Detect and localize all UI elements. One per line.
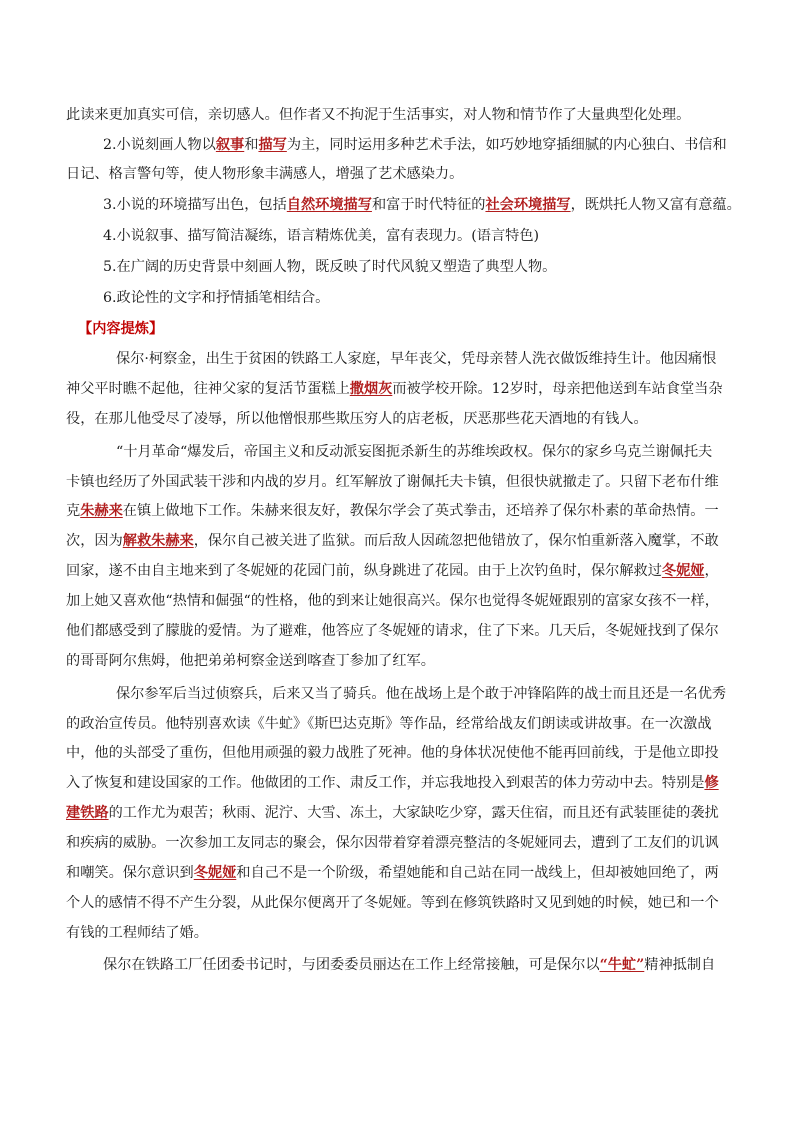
feature-4-line: 4.小说叙事、描写简洁凝练，语言精炼优美，富有表现力。(语言特色) — [103, 228, 540, 244]
p3-line-7: 和嘲笑。保尔意识到冬妮娅和自己不是一个阶级，希望她能和自己站在同一战线上，但却被她回绝了，两 — [66, 865, 719, 881]
p4-line-1: 保尔在铁路工厂任团委书记时，与团委委员丽达在工作上经常接触，可是保尔以“牛虻”精神抵制自 — [103, 957, 716, 973]
highlight-social-env: 社会环境描写 — [485, 197, 571, 213]
highlight-gadfly: “牛虻” — [599, 957, 645, 973]
highlight-zhuhelai: 朱赫来 — [80, 503, 123, 519]
feature-3-line: 3.小说的环境描写出色，包括自然环境描写和富于时代特征的社会环境描写，既烘托人物又富有意蕴。 — [103, 197, 741, 213]
highlight-tonya-1: 冬妮娅 — [661, 563, 705, 579]
p2-line-1: “十月革命“爆发后，帝国主义和反动派妄图扼杀新生的苏维埃政权。保尔的家乡乌克兰谢佩托夫 — [116, 444, 713, 460]
p1-line-1: 保尔·柯察金，出生于贫困的铁路工人家庭，早年丧父，凭母亲替人洗衣做饭维持生计。他因痛恨 — [116, 351, 717, 367]
p3-line-6: 和疾病的威胁。一次参加工友同志的聚会，保尔因带着穿着漂亮整洁的冬妮娅同去，遭到了工友们的讥讽 — [66, 835, 719, 851]
p3-line-1: 保尔参军后当过侦察兵，后来又当了骑兵。他在战场上是个敢于冲锋陷阵的战士而且还是一名优秀 — [116, 686, 727, 702]
p2-line-6: 加上她又喜欢他“热情和倔强“的性格，他的到来让她很高兴。保尔也觉得冬妮娅跟别的富家女孩不一样， — [66, 593, 719, 609]
highlight-build-railway-2: 建铁路 — [66, 805, 109, 821]
p3-line-8: 个人的感情不得不产生分裂，从此保尔便离开了冬妮娅。等到在修筑铁路时又见到她的时候，她已和一个 — [66, 895, 719, 911]
p3-line-5: 建铁路的工作尤为艰苦；秋雨、泥泞、大雪、冻土，大家缺吃少穿，露天住宿，而且还有武装匪徒的袭扰 — [66, 805, 719, 821]
p3-line-4: 入了恢复和建设国家的工作。他做团的工作、肃反工作，并忘我地投入到艰苦的体力劳动中去。特别是修 — [66, 775, 719, 791]
highlight-ash: 撒烟灰 — [349, 381, 393, 397]
p2-line-2: 卡镇也经历了外国武装干涉和内战的岁月。红军解放了谢佩托夫卡镇，但很快就撤走了。只留下老布什维 — [66, 474, 719, 490]
highlight-build-railway-1: 修 — [704, 775, 719, 791]
p2-line-4: 次，因为解救朱赫来，保尔自己被关进了监狱。而后敌人因疏忽把他错放了，保尔怕重新落入魔掌，不敢 — [66, 533, 719, 549]
p3-line-9: 有钱的工程师结了婚。 — [66, 925, 208, 941]
feature-2-line-1: 2.小说刻画人物以叙事和描写为主，同时运用多种艺术手法，如巧妙地穿插细腻的内心独白、书信和 — [103, 137, 727, 153]
p2-line-3: 克朱赫来在镇上做地下工作。朱赫来很友好，教保尔学会了英式拳击，还培养了保尔朴素的革命热情。一 — [66, 503, 719, 519]
section-heading: 【内容提炼】 — [78, 321, 164, 337]
highlight-rescue-zhuhelai: 解救朱赫来 — [122, 533, 194, 549]
p3-line-2: 的政治宣传员。他特别喜欢读《牛虻》《斯巴达克斯》等作品，经常给战友们朗读或讲故事。在一次激战 — [66, 716, 712, 732]
p3-line-3: 中，他的头部受了重伤，但他用顽强的毅力战胜了死神。他的身体状况使他不能再回前线，于是他立即投 — [66, 745, 719, 761]
feature-5-line: 5.在广阔的历史背景中刻画人物，既反映了时代风貌又塑造了典型人物。 — [103, 259, 557, 275]
p1-line-2: 神父平时瞧不起他，往神父家的复活节蛋糕上撒烟灰而被学校开除。12岁时，母亲把他送到车站食堂当杂 — [66, 381, 723, 397]
p2-line-7: 他们都感受到了朦胧的爱情。为了避难，他答应了冬妮娅的请求，住了下来。几天后，冬妮娅找到了保尔 — [66, 623, 719, 639]
p2-line-8: 的哥哥阿尔焦姆，他把弟弟柯察金送到喀查丁参加了红军。 — [66, 653, 435, 669]
p2-line-5: 回家，遂不由自主地来到了冬妮娅的花园门前，纵身跳进了花园。由于上次钓鱼时，保尔解救过冬妮娅， — [66, 563, 719, 579]
highlight-description: 描写 — [258, 137, 287, 153]
p1-line-3: 役，在那儿他受尽了凌辱，所以他憎恨那些欺压穷人的店老板，厌恶那些花天酒地的有钱人。 — [66, 411, 648, 427]
highlight-narration: 叙事 — [215, 137, 245, 153]
highlight-natural-env: 自然环境描写 — [286, 197, 372, 213]
intro-line: 此读来更加真实可信，亲切感人。但作者又不拘泥于生活事实，对人物和情节作了大量典型化处理。 — [66, 107, 691, 123]
highlight-tonya-2: 冬妮娅 — [193, 865, 237, 881]
feature-6-line: 6.政论性的文字和抒情插笔相结合。 — [103, 290, 330, 306]
feature-2-line-2: 日记、格言警句等，使人物形象丰满感人，增强了艺术感染力。 — [66, 166, 464, 182]
